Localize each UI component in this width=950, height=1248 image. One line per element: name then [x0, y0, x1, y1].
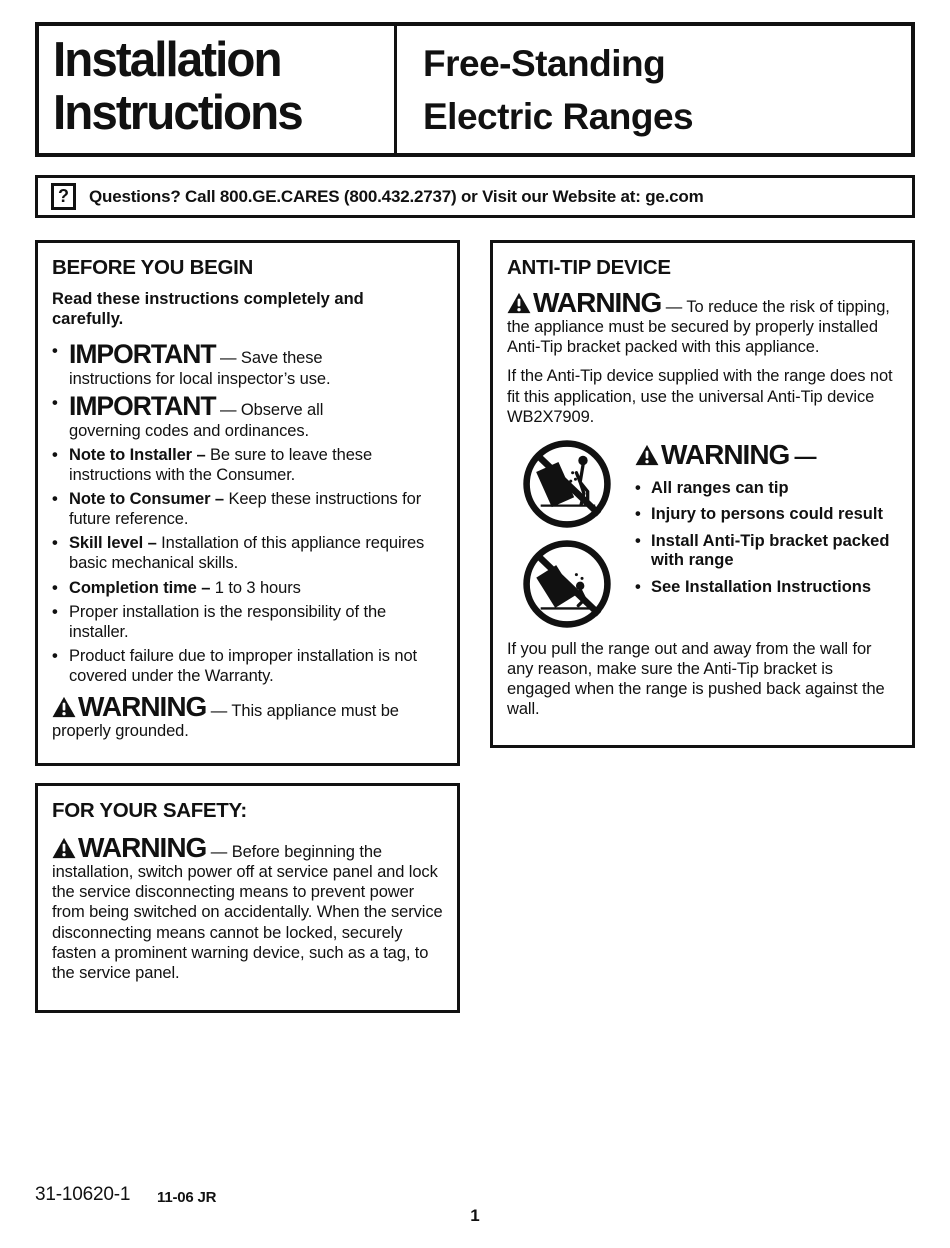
before-intro-text: Read these instructions completely and carefully.: [52, 290, 364, 329]
list-item-lead: Skill level –: [69, 534, 157, 553]
list-item: [52, 533, 443, 573]
anti-tip-warning-list: [627, 437, 898, 631]
bullet-glyph: •: [52, 578, 58, 597]
warning-triangle-icon: [635, 444, 659, 466]
warning-list-text: Injury to persons could result: [651, 505, 883, 524]
list-item: [52, 390, 443, 441]
product-title-line1: Free-Standing: [423, 43, 666, 84]
warning-triangle-icon: [52, 837, 76, 859]
bullet-glyph: •: [635, 505, 641, 524]
anti-tip-paragraph-1: If the Anti-Tip device supplied with the range does not fit this application, use the universal Anti-Tip device WB2X7909.: [507, 367, 893, 426]
bullet-glyph: •: [52, 393, 58, 412]
important-lead: IMPORTANT: [69, 338, 216, 369]
bullet-glyph: •: [52, 602, 58, 621]
warning-heading: WARNING —: [635, 441, 898, 469]
list-item: [52, 489, 443, 529]
list-item-text: Installation of this appliance requires basic mechanical skills.: [69, 534, 425, 573]
section-title-anti-tip: ANTI-TIP DEVICE: [507, 256, 671, 279]
list-item-text: Product failure due to improper installation is not covered under the Warranty.: [69, 646, 418, 686]
anti-tip-paragraph-2: If you pull the range out and away from the wall for any reason, make sure the Anti-Tip bracket is engaged when the range is pushed back against the wall.: [507, 639, 885, 719]
footer-revision: 11-06 JR: [157, 1189, 217, 1206]
anti-tip-pictogram-adult-icon: [520, 437, 614, 531]
bullet-glyph: •: [52, 445, 58, 464]
list-item-text: Be sure to leave these instructions with the Consumer.: [69, 445, 373, 484]
document-header: [35, 22, 915, 157]
warning-list-item: [635, 578, 898, 597]
doc-title-block: [39, 26, 397, 153]
footer-part-number: 31-10620-1: [35, 1184, 131, 1205]
warning-list-item: [635, 532, 898, 571]
list-item-lead: Note to Installer –: [69, 445, 206, 464]
section-title-for-your-safety: FOR YOUR SAFETY:: [52, 799, 247, 822]
list-item-text: — Observe all governing codes and ordinances.: [69, 400, 324, 440]
list-item-text: 1 to 3 hours: [210, 578, 301, 597]
warning-triangle-icon: [52, 696, 76, 718]
warning-text: — To reduce the risk of tipping, the appliance must be secured by properly installed Anti-Tip bracket packed with this appliance.: [507, 298, 890, 357]
anti-tip-warning: [507, 289, 898, 357]
important-lead: IMPORTANT: [69, 390, 216, 421]
bullet-glyph: •: [635, 478, 641, 497]
product-title-line2: Electric Ranges: [423, 95, 694, 137]
product-title-block: [397, 26, 911, 153]
warning-list-text: All ranges can tip: [651, 478, 789, 497]
list-item-lead: Note to Consumer –: [69, 490, 224, 509]
warning-list-item: [635, 505, 898, 524]
questions-text: Questions? Call 800.GE.CARES (800.432.2737) or Visit our Website at: ge.com: [89, 186, 704, 206]
grounding-warning: [52, 693, 443, 741]
doc-title-line2: Instructions: [53, 85, 302, 140]
bullet-glyph: •: [635, 577, 641, 596]
list-item-lead: Completion time –: [69, 578, 211, 597]
bullet-glyph: •: [52, 490, 58, 509]
for-your-safety-section: [35, 783, 460, 1013]
page-number: 1: [470, 1206, 480, 1225]
section-title-before-you-begin: BEFORE YOU BEGIN: [52, 256, 253, 279]
safety-warning: [52, 834, 443, 983]
anti-tip-warning-block: [507, 437, 898, 631]
before-you-begin-section: [35, 240, 460, 766]
list-item: [52, 578, 443, 598]
list-item-text: Keep these instructions for future reference.: [69, 490, 422, 529]
questions-bar: [35, 175, 915, 218]
list-item-text: Proper installation is the responsibility of the installer.: [69, 602, 387, 641]
list-item: [52, 445, 443, 485]
warning-heading: WARNING: [52, 832, 206, 863]
list-item: [52, 646, 443, 686]
warning-heading: WARNING: [52, 691, 206, 722]
bullet-glyph: •: [635, 531, 641, 550]
list-item: [52, 602, 443, 642]
warning-list-text: Install Anti-Tip bracket packed with range: [651, 531, 890, 570]
warning-text: — This appliance must be properly grounded.: [52, 702, 399, 741]
doc-title-line1: Installation: [53, 33, 281, 87]
bullet-glyph: •: [52, 646, 58, 665]
list-item-text: — Save these instructions for local inspector’s use.: [69, 348, 331, 388]
pictogram-column: [507, 437, 627, 631]
warning-triangle-icon: [507, 292, 531, 314]
warning-text: — Before beginning the installation, switch power off at service panel and lock the service disconnecting means to prevent power from being switched on accidentally. When the service disconnecting means cannot be locked, securely fasten a prominent warning device, such as a tag, to the service panel.: [52, 843, 443, 982]
bullet-glyph: •: [52, 341, 58, 360]
warning-heading: WARNING: [507, 287, 661, 318]
list-item: [52, 338, 443, 389]
warning-list-item: [635, 479, 898, 498]
bullet-glyph: •: [52, 534, 58, 553]
warning-list-text: See Installation Instructions: [651, 577, 872, 596]
anti-tip-pictogram-child-icon: [520, 537, 614, 631]
anti-tip-section: [490, 240, 915, 748]
question-mark-icon: ?: [51, 183, 76, 210]
